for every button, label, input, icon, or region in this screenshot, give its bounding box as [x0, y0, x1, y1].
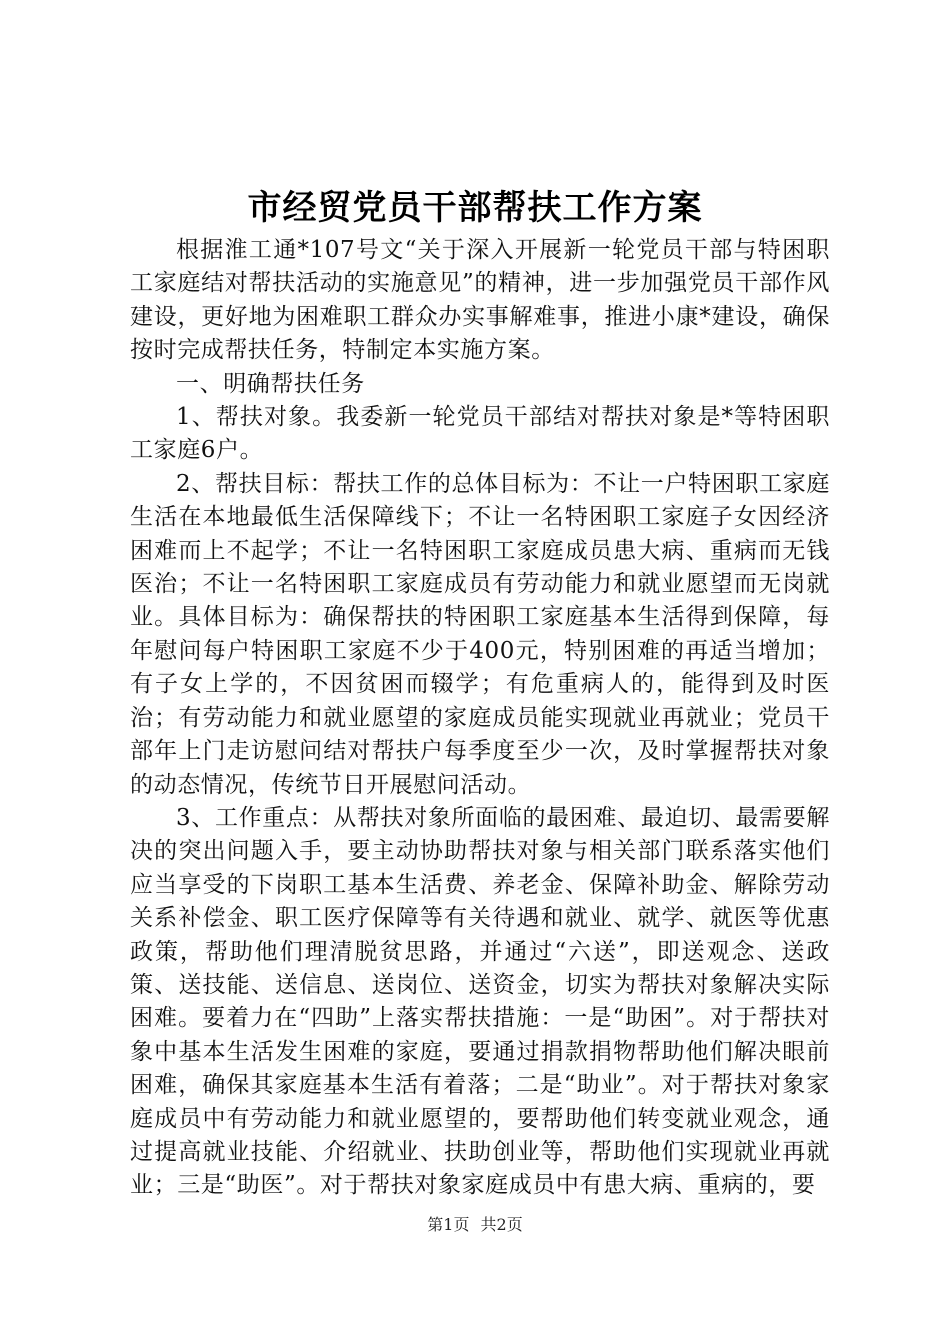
page-total: 共2页: [480, 1215, 523, 1234]
paragraph-target: 1、帮扶对象。我委新一轮党员干部结对帮扶对象是*等特困职工家庭6户。: [130, 404, 830, 464]
page-footer: [0, 1213, 950, 1237]
paragraph-goals: 2、帮扶目标：帮扶工作的总体目标为：不让一户特困职工家庭生活在本地最低生活保障线下；不让一名特困职工家庭子女因经济困难而上不起学；不让一名特困职工家庭成员患大病、重病而无钱医治；不让一名特困职工家庭成员有劳动能力和就业愿望而无岗就业。具体目标为：确保帮扶的特困职工家庭基本生活得到保障，每年慰问每户特困职工家庭不少于400元，特别困难的再适当增加；有子女上学的，不因贫困而辍学；有危重病人的，能得到及时医治；有劳动能力和就业愿望的家庭成员能实现就业再就业；党员干部年上门走访慰问结对帮扶户每季度至少一次，及时掌握帮扶对象的动态情况，传统节日开展慰问活动。: [130, 470, 830, 798]
paragraph-focus: 3、工作重点：从帮扶对象所面临的最困难、最迫切、最需要解决的突出问题入手，要主动协助帮扶对象与相关部门联系落实他们应当享受的下岗职工基本生活费、养老金、保障补助金、解除劳动关系补偿金、职工医疗保障等有关待遇和就业、就学、就医等优惠政策，帮助他们理清脱贫思路，并通过“六送”，即送观念、送政策、送技能、送信息、送岗位、送资金，切实为帮扶对象解决实际困难。要着力在“四助”上落实帮扶措施：一是“助困”。对于帮扶对象中基本生活发生困难的家庭，要通过捐款捐物帮助他们解决眼前困难，确保其家庭基本生活有着落；二是“助业”。对于帮扶对象家庭成员中有劳动能力和就业愿望的，要帮助他们转变就业观念，通过提高就业技能、介绍就业、扶助创业等，帮助他们实现就业再就业；三是“助医”。对于帮扶对象家庭成员中有患大病、重病的，要: [130, 804, 830, 1199]
section-heading: 一、明确帮扶任务: [176, 370, 365, 397]
paragraph-intro: 根据淮工通*107号文“关于深入开展新一轮党员干部与特困职工家庭结对帮扶活动的实施意见”的精神，进一步加强党员干部作风建设，更好地为困难职工群众办实事解难事，推进小康*建设，确保按时完成帮扶任务，特制定本实施方案。: [130, 237, 830, 364]
page-number: 第1页: [427, 1215, 470, 1234]
document-body: [130, 234, 830, 1203]
document-title: 市经贸党员干部帮扶工作方案: [247, 188, 703, 228]
